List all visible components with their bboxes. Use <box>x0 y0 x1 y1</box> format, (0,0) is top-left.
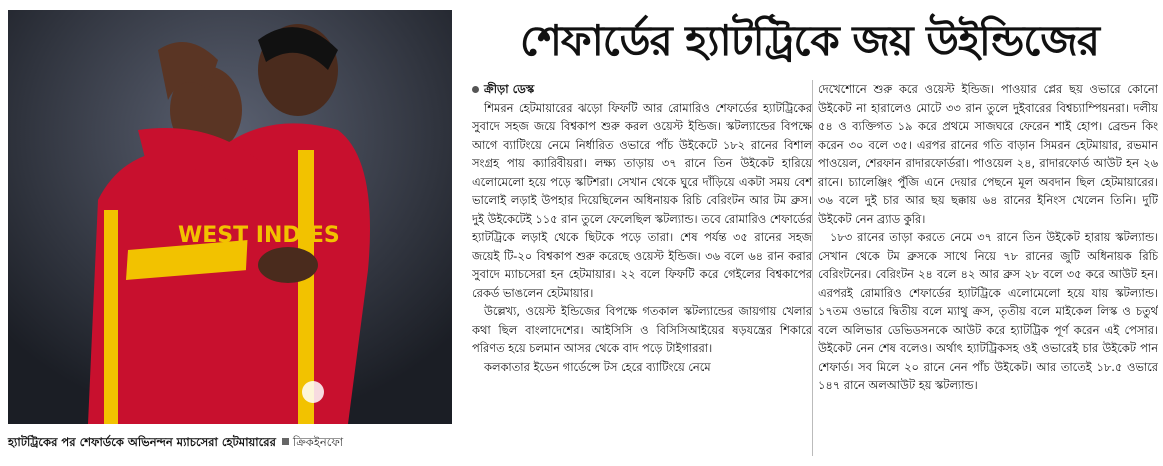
players-illustration <box>8 10 452 424</box>
square-icon <box>282 438 289 445</box>
paragraph: দেখেশোনে শুরু করে ওয়েস্ট ইন্ডিজ। পাওয়ার প্লের ছয় ওভারে কোনো উইকেট না হারালেও মোটে ৩৩ রান তুলে দুইবারের বিশ্বচ্যাম্পিয়নরা। দলীয় ৫৪ ও ব্যক্তিগত ১৯ করে প্রথমে সাজঘরে ফেরেন শাই হোপ। ব্রেন্ডন কিং করেন ৩০ বলে ৩৫। এরপর রানের গতি বাড়ান সিমরন হেটমায়ার, রভমান পাওয়েল, শেরফান রাদারফোর্ডরা। পাওয়েল ২৪, রাদারফোর্ড আউট হন ২৬ রানে। চ্যালেঞ্জিং পুঁজি এনে দেয়ার পেছনে মূল অবদান ছিল হেটমায়ারের। ৩৬ বলে দুই চার আর ছয় ছক্কায় ৬৪ রানের ইনিংস খেলেন তিনি। দুটি উইকেট নেন ব্র্যাড কুরি। <box>818 82 1158 226</box>
jersey-text: WEST INDIES <box>178 223 340 248</box>
paragraph: উল্লেখ্য, ওয়েস্ট ইন্ডিজের বিপক্ষে গতকাল স্কটল্যান্ডের জায়গায় খেলার কথা ছিল বাংলাদেশের। আইসিসি ও বিসিসিআইয়ের ষড়যন্ত্রের শিকারে পরিণত হয়ে চলমান আসর থেকে বাদ পড়ে টাইগাররা। <box>472 304 812 355</box>
caption-text: হ্যাটট্রিকের পর শেফার্ডকে অভিনন্দন ম্যাচসেরা হেটমায়ারের <box>8 435 276 449</box>
article-column-2 <box>818 80 1158 460</box>
paragraph: কলকাতার ইডেন গার্ডেন্সে টস হেরে ব্যাটিংয়ে নেমে <box>484 359 711 374</box>
paragraph: শিমরন হেটমায়ারের ঝড়ো ফিফটি আর রোমারিও শেফার্ডের হ্যাটট্রিকের সুবাদে সহজ জয়ে বিশ্বকাপ শুরু করল ওয়েস্ট ইন্ডিজ। স্কটল্যান্ডের বিপক্ষে আগে ব্যাটিংয়ে নেমে নির্ধারিত ওভারে পাঁচ উইকেটে ১৮২ রানের বিশাল সংগ্রহ পায় ক্যারিবীয়রা। লক্ষ্য তাড়ায় ৩৭ রানে তিন উইকেট হারিয়ে এলোমেলো হয়ে পড়ে স্কটিশরা। সেখান থেকে ঘুরে দাঁড়িয়ে একটা সময় বেশ ভালোই লড়াই উপহার দিয়েছিলেন অধিনায়ক রিচি বেরিংটন আর টম ব্রুস। দুই উইকেটেই ১১৫ রান তুলে ফেলেছিল স্কটল্যান্ড। তবে রোমারিও শেফার্ডের হ্যাটট্রিকে লড়াই থেকে ছিটকে পড়ে তারা। শেষ পর্যন্ত ৩৫ রানের সহজ জয়েই টি-২০ বিশ্বকাপ শুরু করেছে ওয়েস্ট ইন্ডিজ। ৩৬ বলে ৬৪ রান করার সুবাদে ম্যাচসেরা হন হেটমায়ার। ২২ বলে ফিফটি করে গেইলের বিশ্বকাপের রেকর্ড ভাঙলেন হেটমায়ার। <box>472 100 812 300</box>
photo <box>8 10 452 424</box>
paragraph: ১৮৩ রানের তাড়া করতে নেমে ৩৭ রানে তিন উইকেট হারায় স্কটল্যান্ড। সেখান থেকে টম ব্রুসকে সাথে নিয়ে ৭৮ রানের জুটি অধিনায়ক রিচি বেরিংটনের। বেরিংটন ২৪ বলে ৪২ আর ব্রুস ২৮ বলে ৩৫ করে আউট হন। এরপরই রোমারিও শেফার্ডের হ্যাটট্রিকে এলোমেলো হয়ে যায় স্কটল্যান্ড। ১৭তম ওভারে দ্বিতীয় বলে ম্যাথু ক্রস, তৃতীয় বলে মাইকেল লিস্ক ও চতুর্থ বলে অলিভার ডেভিডসনকে আউট করে হ্যাটট্রিক পূর্ণ করেন এই পেসার। উইকেট নেন শেষ বলেও। অর্থাৎ হ্যাটট্রিকসহ ওই ওভারেই চার উইকেট পান শেফার্ড। সব মিলে ২০ রানে নেন পাঁচ উইকেট। আর তাতেই ১৮.৫ ওভারে ১৪৭ রানে অলআউট হয় স্কটল্যান্ড। <box>818 230 1158 392</box>
team-logo-icon <box>302 381 324 403</box>
column-divider <box>812 80 813 456</box>
photo-credit: ক্রিকইনফো <box>292 435 344 449</box>
photo-caption <box>8 430 452 454</box>
article-column-1 <box>472 80 812 460</box>
headline: শেফার্ডের হ্যাটট্রিকে জয় উইন্ডিজের <box>520 16 1099 65</box>
desk-text: ক্রীড়া ডেস্ক <box>484 82 535 96</box>
bullet-icon <box>472 86 479 93</box>
desk-label <box>472 80 812 99</box>
